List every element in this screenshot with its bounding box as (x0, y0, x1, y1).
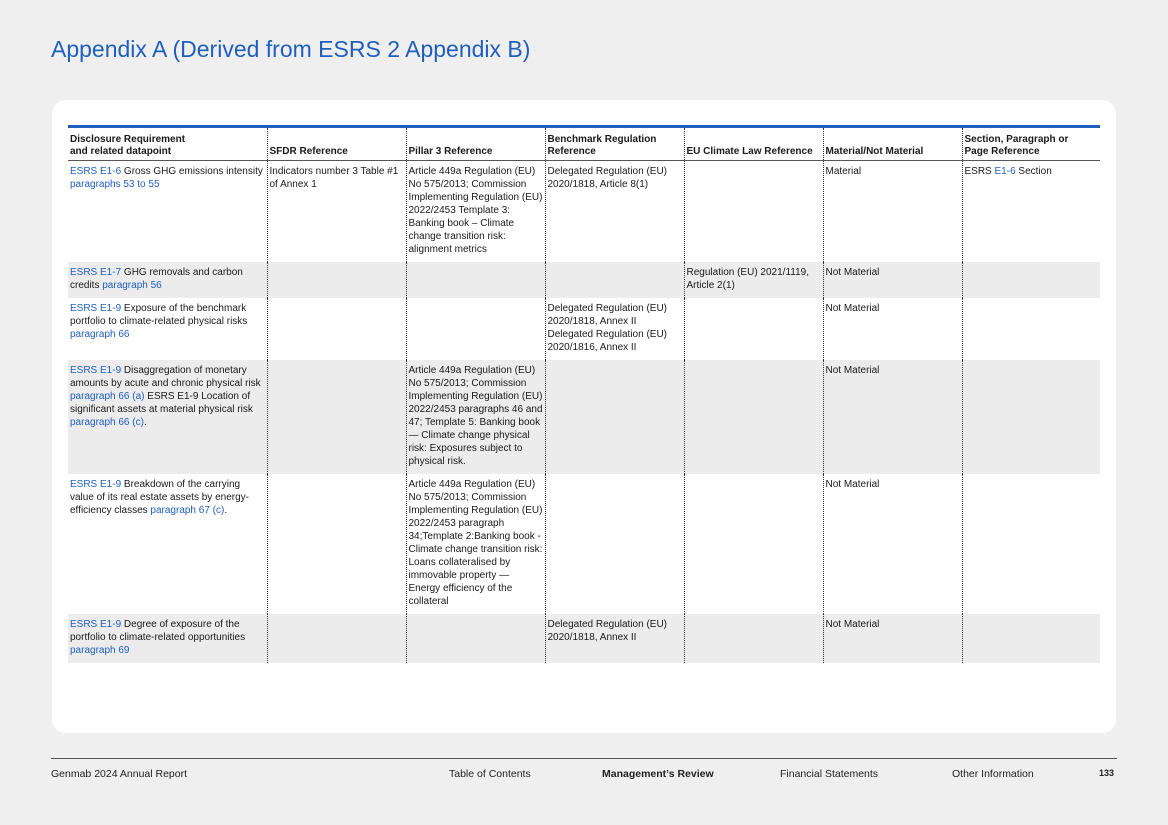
reference-link[interactable]: ESRS E1-6 (70, 166, 122, 177)
page-number: 133 (1099, 768, 1115, 778)
footer-link-table-of-contents[interactable]: Table of Contents (449, 768, 531, 780)
table-header-row (68, 127, 1100, 161)
cell-climate-law (684, 161, 823, 263)
page-title: Appendix A (Derived from ESRS 2 Appendix B) (51, 36, 531, 62)
cell-pillar3: Article 449a Regulation (EU) No 575/2013; Commission Implementing Regulation (EU) 2022/2453 paragraphs 46 and 47; Template 5: Banking book — Climate change physical risk: Exposures subject to physical risk. (406, 360, 545, 474)
footer-report-name: Genmab 2024 Annual Report (51, 768, 188, 780)
cell-pillar3: Article 449a Regulation (EU) No 575/2013; Commission Implementing Regulation (EU) 2022/2453 paragraph 34;Template 2:Banking book -Climate change transition risk: Loans collateralised by immovable property — Energy efficiency of the collateral (406, 474, 545, 614)
cell-benchmark (545, 262, 684, 298)
cell-sfdr (267, 614, 406, 663)
table-row (68, 614, 1100, 663)
table-row (68, 262, 1100, 298)
reference-link[interactable]: ESRS E1-9 (70, 303, 122, 314)
cell-section (962, 298, 1100, 360)
cell-sfdr (267, 298, 406, 360)
table-row (68, 474, 1100, 614)
cell-climate-law (684, 298, 823, 360)
footer-link-management-review[interactable]: Management’s Review (602, 768, 714, 780)
reference-link[interactable]: ESRS E1-9 (70, 619, 122, 630)
footer-divider (51, 758, 1117, 759)
cell-climate-law (684, 360, 823, 474)
column-header-disclosure: Disclosure Requirement and related datapoint (68, 127, 267, 161)
column-header-material: Material/Not Material (823, 127, 962, 161)
esrs-datapoint-table (68, 125, 1100, 663)
reference-link[interactable]: paragraph 67 (c) (150, 505, 225, 516)
cell-benchmark: Delegated Regulation (EU) 2020/1818, Annex II Delegated Regulation (EU) 2020/1816, Annex II (545, 298, 684, 360)
cell-material: Not Material (823, 614, 962, 663)
table-row (68, 360, 1100, 474)
cell-sfdr (267, 262, 406, 298)
reference-link[interactable]: ESRS E1-9 (70, 479, 122, 490)
cell-sfdr (267, 474, 406, 614)
footer-link-other-information[interactable]: Other Information (952, 768, 1034, 780)
cell-pillar3 (406, 262, 545, 298)
reference-link[interactable]: paragraph 56 (102, 280, 162, 291)
cell-disclosure: ESRS E1-7 GHG removals and carbon credits paragraph 56 (68, 262, 267, 298)
reference-link[interactable]: ESRS E1-7 (70, 267, 122, 278)
reference-link[interactable]: paragraph 66 (a) (70, 391, 145, 402)
reference-link[interactable]: paragraph 69 (70, 645, 130, 656)
cell-disclosure: ESRS E1-9 Breakdown of the carrying value of its real estate assets by energy-efficiency classes paragraph 67 (c). (70, 479, 249, 516)
cell-material: Material (823, 161, 962, 263)
column-header-climate-law: EU Climate Law Reference (684, 127, 823, 161)
cell-material: Not Material (823, 298, 962, 360)
cell-disclosure: ESRS E1-9 Disaggregation of monetary amounts by acute and chronic physical risk paragraph 66 (a) ESRS E1-9 Location of significant assets at material physical risk paragraph 66 (c). (68, 360, 267, 474)
cell-climate-law (684, 474, 823, 614)
cell-material: Not Material (823, 360, 962, 474)
cell-sfdr: Indicators number 3 Table #1 of Annex 1 (267, 161, 406, 263)
cell-disclosure: ESRS E1-9 Exposure of the benchmark portfolio to climate-related physical risks paragraph 66 (70, 303, 248, 340)
reference-link[interactable]: paragraph 66 (c) (70, 417, 144, 428)
cell-section (962, 262, 1100, 298)
cell-climate-law (684, 614, 823, 663)
reference-link[interactable]: paragraph 66 (70, 329, 130, 340)
cell-section (962, 360, 1100, 474)
cell-climate-law: Regulation (EU) 2021/1119, Article 2(1) (684, 262, 823, 298)
cell-pillar3 (406, 614, 545, 663)
reference-link[interactable]: E1-6 (994, 166, 1016, 177)
cell-benchmark (545, 474, 684, 614)
column-header-section: Section, Paragraph or Page Reference (962, 127, 1100, 161)
column-header-pillar3: Pillar 3 Reference (406, 127, 545, 161)
cell-pillar3: Article 449a Regulation (EU) No 575/2013; Commission Implementing Regulation (EU) 2022/2453 Template 3: Banking book – Climate change transition risk: alignment metrics (406, 161, 545, 263)
cell-disclosure: ESRS E1-9 Degree of exposure of the portfolio to climate-related opportunities paragraph 69 (68, 614, 267, 663)
cell-benchmark (545, 360, 684, 474)
cell-material: Not Material (823, 474, 962, 614)
table-row (68, 161, 1100, 263)
column-header-sfdr: SFDR Reference (267, 127, 406, 161)
table-card (52, 100, 1116, 733)
cell-section: ESRS E1-6 Section (962, 161, 1100, 263)
reference-link[interactable]: ESRS E1-9 (70, 365, 122, 376)
cell-sfdr (267, 360, 406, 474)
cell-pillar3 (406, 298, 545, 360)
cell-benchmark: Delegated Regulation (EU) 2020/1818, Article 8(1) (545, 161, 684, 263)
cell-material: Not Material (823, 262, 962, 298)
footer-link-financial-statements[interactable]: Financial Statements (780, 768, 879, 780)
cell-disclosure: ESRS E1-6 Gross GHG emissions intensity paragraphs 53 to 55 (70, 166, 263, 190)
table-row (68, 298, 1100, 360)
cell-section (962, 474, 1100, 614)
cell-benchmark: Delegated Regulation (EU) 2020/1818, Annex II (545, 614, 684, 663)
cell-section (962, 614, 1100, 663)
reference-link[interactable]: paragraphs 53 to 55 (70, 179, 160, 190)
column-header-benchmark: Benchmark Regulation Reference (545, 127, 684, 161)
